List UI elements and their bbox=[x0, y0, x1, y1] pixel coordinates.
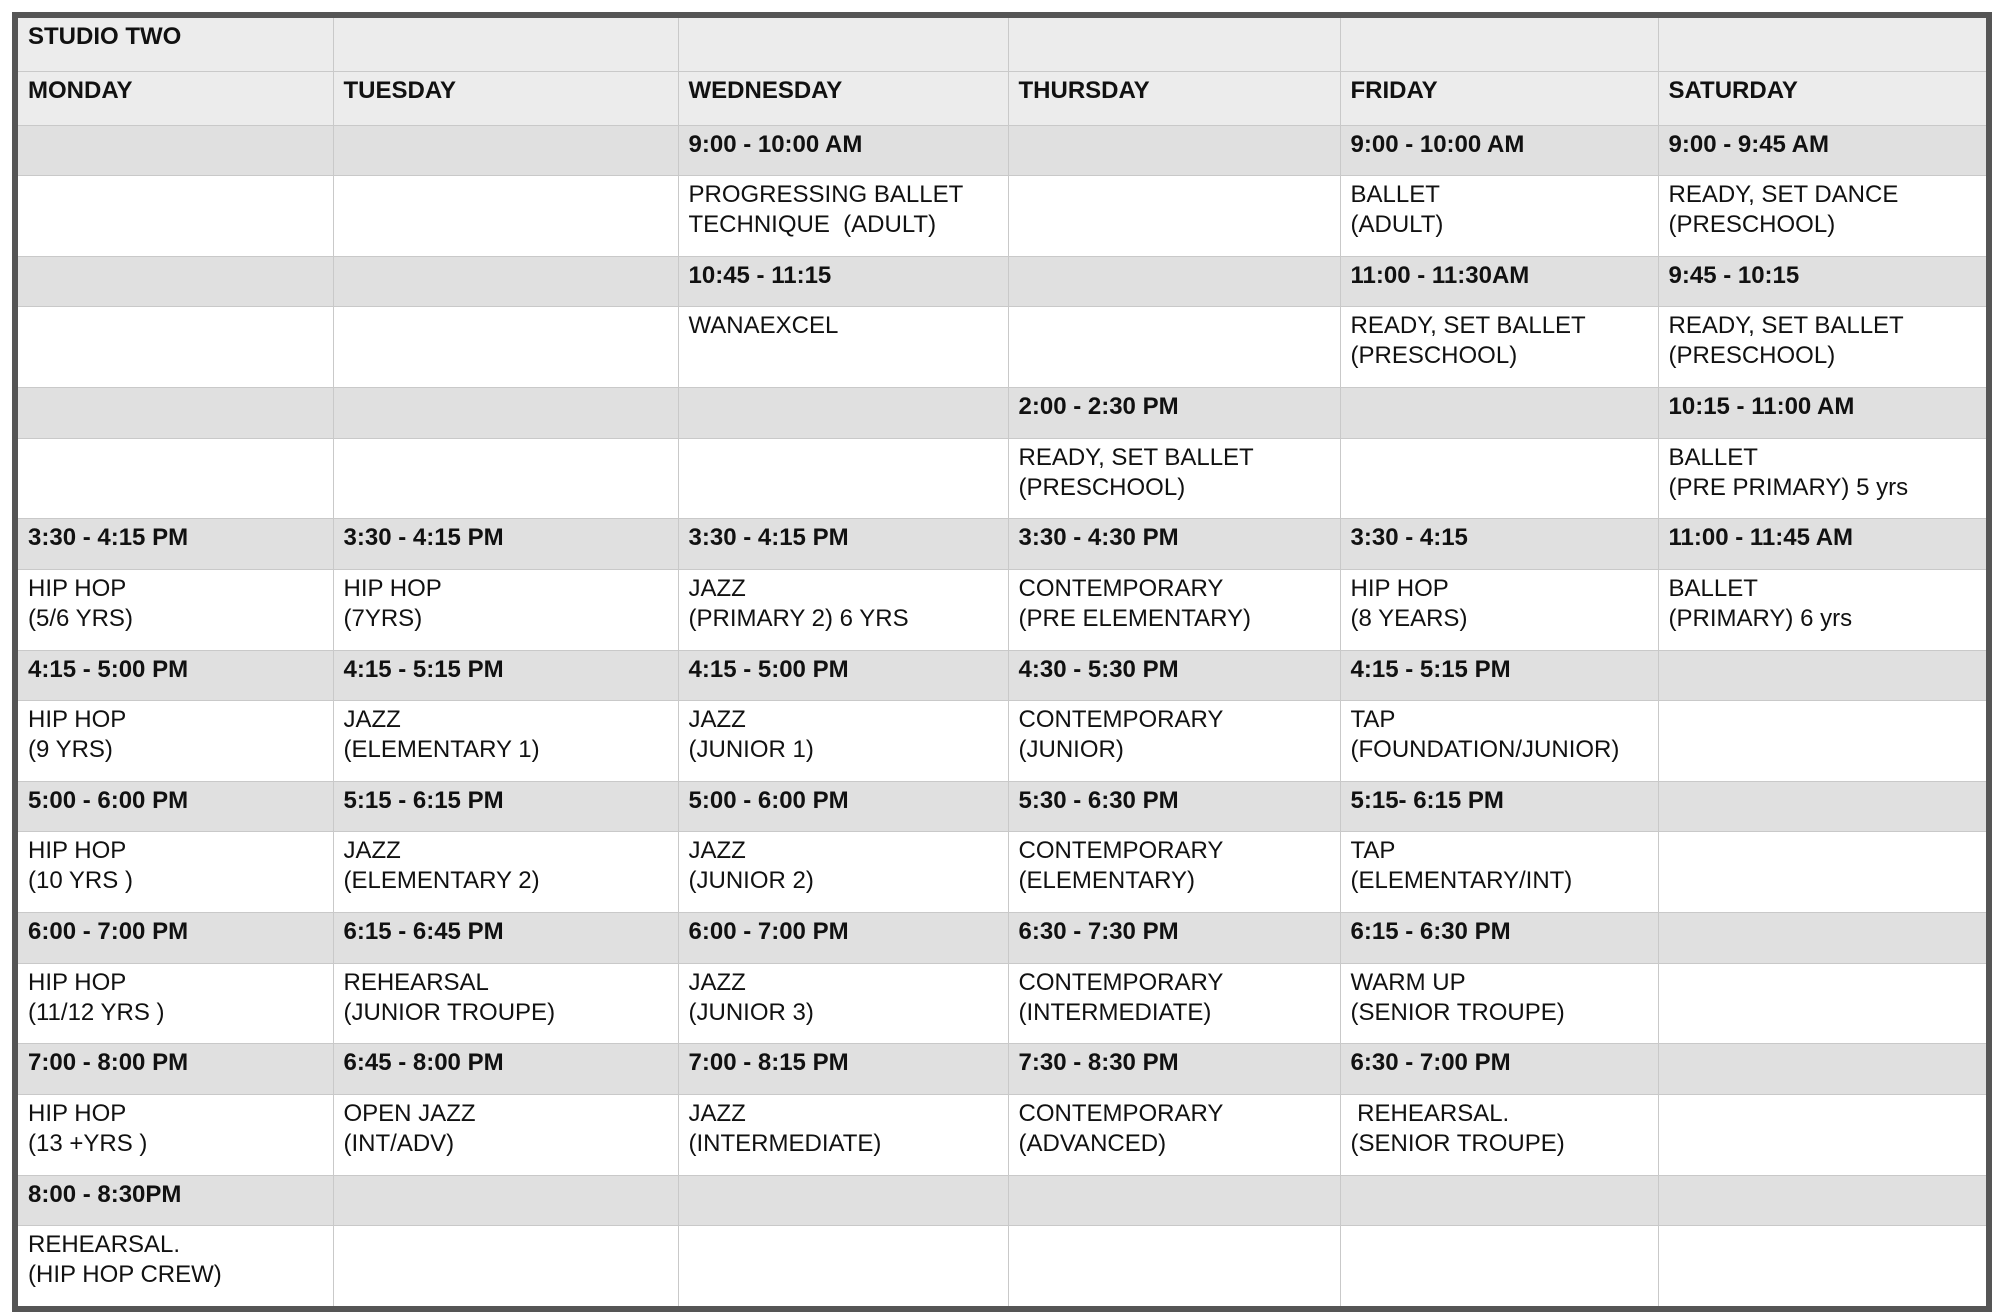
class-cell-wednesday bbox=[678, 438, 1008, 519]
time-slot-friday bbox=[1340, 388, 1658, 439]
class-cell-friday bbox=[1340, 569, 1658, 650]
time-slot-thursday: 3:30 - 4:30 PM bbox=[1008, 519, 1340, 570]
time-slot-tuesday bbox=[333, 1175, 678, 1226]
class-cell-thursday bbox=[1008, 832, 1340, 913]
class-level: (PRE ELEMENTARY) bbox=[1018, 604, 1251, 632]
class-cell-wednesday bbox=[678, 176, 1008, 257]
time-slot-tuesday: 6:45 - 8:00 PM bbox=[333, 1044, 678, 1095]
class-name: REHEARSAL bbox=[343, 968, 489, 996]
class-name: WARM UP bbox=[1350, 968, 1466, 996]
class-cell-monday bbox=[15, 176, 333, 257]
time-slot-monday: 4:15 - 5:00 PM bbox=[15, 650, 333, 701]
class-cell-saturday bbox=[1658, 832, 1989, 913]
class-name: REHEARSAL. bbox=[28, 1231, 181, 1259]
class-cell-wednesday bbox=[678, 963, 1008, 1044]
class-cell-wednesday bbox=[678, 307, 1008, 388]
time-slot-wednesday: 9:00 - 10:00 AM bbox=[678, 125, 1008, 176]
time-slot-tuesday bbox=[333, 256, 678, 307]
class-name: OPEN JAZZ bbox=[343, 1099, 476, 1127]
class-cell-friday bbox=[1340, 1094, 1658, 1175]
time-slot-monday bbox=[15, 125, 333, 176]
time-row bbox=[15, 519, 1989, 570]
class-level: (INTERMEDIATE) bbox=[1018, 998, 1212, 1026]
class-cell-thursday bbox=[1008, 569, 1340, 650]
time-slot-monday: 8:00 - 8:30PM bbox=[15, 1175, 333, 1226]
time-slot-thursday bbox=[1008, 125, 1340, 176]
class-cell-saturday bbox=[1658, 1094, 1989, 1175]
class-level: (9 YRS) bbox=[28, 736, 113, 764]
class-name: JAZZ bbox=[688, 706, 746, 734]
class-row bbox=[15, 832, 1989, 913]
class-level: (JUNIOR TROUPE) bbox=[343, 998, 556, 1026]
time-row bbox=[15, 781, 1989, 832]
time-row bbox=[15, 913, 1989, 964]
class-cell-wednesday bbox=[678, 1226, 1008, 1309]
empty-cell bbox=[1340, 15, 1658, 71]
time-slot-monday bbox=[15, 256, 333, 307]
studio-two-schedule-table bbox=[12, 12, 1992, 1312]
class-level: TECHNIQUE (ADULT) bbox=[688, 211, 937, 239]
day-header-tuesday: TUESDAY bbox=[333, 71, 678, 125]
class-cell-thursday bbox=[1008, 1094, 1340, 1175]
class-level: (PRIMARY) 6 yrs bbox=[1668, 604, 1853, 632]
class-cell-monday bbox=[15, 701, 333, 782]
class-level: (ELEMENTARY/INT) bbox=[1350, 867, 1573, 895]
class-name: BALLET bbox=[1350, 181, 1440, 209]
class-level: (PRIMARY 2) 6 YRS bbox=[688, 604, 909, 632]
class-level: (JUNIOR 3) bbox=[688, 998, 814, 1026]
class-cell-thursday bbox=[1008, 176, 1340, 257]
class-cell-thursday bbox=[1008, 307, 1340, 388]
studio-title: STUDIO TWO bbox=[15, 15, 333, 71]
class-cell-tuesday bbox=[333, 1094, 678, 1175]
class-cell-monday bbox=[15, 438, 333, 519]
class-cell-thursday bbox=[1008, 701, 1340, 782]
class-name: CONTEMPORARY bbox=[1018, 1099, 1224, 1127]
time-row bbox=[15, 388, 1989, 439]
class-name: WANAEXCEL bbox=[688, 312, 839, 340]
class-level: (PRESCHOOL) bbox=[1668, 211, 1836, 239]
class-level: (11/12 YRS ) bbox=[28, 998, 165, 1026]
class-cell-saturday bbox=[1658, 1226, 1989, 1309]
studio-title-row bbox=[15, 15, 1989, 71]
class-name: HIP HOP bbox=[1350, 574, 1449, 602]
class-level: (5/6 YRS) bbox=[28, 604, 133, 632]
day-header-saturday: SATURDAY bbox=[1658, 71, 1989, 125]
day-header-monday: MONDAY bbox=[15, 71, 333, 125]
time-slot-monday: 6:00 - 7:00 PM bbox=[15, 913, 333, 964]
class-name: TAP bbox=[1350, 706, 1396, 734]
class-name: HIP HOP bbox=[28, 1099, 127, 1127]
time-slot-saturday bbox=[1658, 1044, 1989, 1095]
time-slot-wednesday: 4:15 - 5:00 PM bbox=[678, 650, 1008, 701]
class-cell-saturday bbox=[1658, 438, 1989, 519]
time-slot-friday bbox=[1340, 1175, 1658, 1226]
time-slot-monday bbox=[15, 388, 333, 439]
class-level: (PRESCHOOL) bbox=[1668, 342, 1836, 370]
time-slot-wednesday: 6:00 - 7:00 PM bbox=[678, 913, 1008, 964]
class-name: READY, SET BALLET bbox=[1350, 312, 1586, 340]
time-slot-tuesday: 4:15 - 5:15 PM bbox=[333, 650, 678, 701]
class-cell-wednesday bbox=[678, 701, 1008, 782]
class-name: REHEARSAL. bbox=[1350, 1099, 1510, 1127]
class-cell-friday bbox=[1340, 1226, 1658, 1309]
time-slot-thursday bbox=[1008, 256, 1340, 307]
class-cell-thursday bbox=[1008, 963, 1340, 1044]
class-name: READY, SET BALLET bbox=[1018, 443, 1254, 471]
time-slot-wednesday bbox=[678, 388, 1008, 439]
class-cell-tuesday bbox=[333, 569, 678, 650]
class-row bbox=[15, 438, 1989, 519]
class-cell-tuesday bbox=[333, 438, 678, 519]
class-level: (JUNIOR 1) bbox=[688, 736, 814, 764]
time-slot-friday: 3:30 - 4:15 bbox=[1340, 519, 1658, 570]
class-level: (PRESCHOOL) bbox=[1350, 342, 1518, 370]
class-cell-wednesday bbox=[678, 832, 1008, 913]
class-level: (INTERMEDIATE) bbox=[688, 1129, 882, 1157]
class-cell-saturday bbox=[1658, 176, 1989, 257]
class-name: CONTEMPORARY bbox=[1018, 574, 1224, 602]
time-slot-saturday bbox=[1658, 650, 1989, 701]
class-name: BALLET bbox=[1668, 574, 1758, 602]
class-name: JAZZ bbox=[688, 837, 746, 865]
class-level: (PRESCHOOL) bbox=[1018, 473, 1186, 501]
time-slot-thursday: 6:30 - 7:30 PM bbox=[1008, 913, 1340, 964]
class-cell-friday bbox=[1340, 832, 1658, 913]
time-row bbox=[15, 125, 1989, 176]
class-level: (SENIOR TROUPE) bbox=[1350, 998, 1565, 1026]
time-slot-monday: 5:00 - 6:00 PM bbox=[15, 781, 333, 832]
time-slot-tuesday: 6:15 - 6:45 PM bbox=[333, 913, 678, 964]
class-row bbox=[15, 307, 1989, 388]
class-row bbox=[15, 1226, 1989, 1309]
class-name: HIP HOP bbox=[343, 574, 442, 602]
time-slot-friday: 9:00 - 10:00 AM bbox=[1340, 125, 1658, 176]
class-name: READY, SET BALLET bbox=[1668, 312, 1904, 340]
time-slot-saturday bbox=[1658, 781, 1989, 832]
class-level: (PRE PRIMARY) 5 yrs bbox=[1668, 473, 1909, 501]
class-cell-thursday bbox=[1008, 438, 1340, 519]
time-slot-wednesday: 7:00 - 8:15 PM bbox=[678, 1044, 1008, 1095]
class-name: JAZZ bbox=[343, 837, 401, 865]
time-row bbox=[15, 1044, 1989, 1095]
class-level: (ADULT) bbox=[1350, 211, 1444, 239]
day-header-row bbox=[15, 71, 1989, 125]
class-level: (ELEMENTARY 1) bbox=[343, 736, 540, 764]
class-name: HIP HOP bbox=[28, 706, 127, 734]
day-header-wednesday: WEDNESDAY bbox=[678, 71, 1008, 125]
class-name: JAZZ bbox=[688, 968, 746, 996]
class-name: CONTEMPORARY bbox=[1018, 706, 1224, 734]
class-level: (HIP HOP CREW) bbox=[28, 1261, 222, 1289]
class-cell-monday bbox=[15, 307, 333, 388]
class-name: READY, SET DANCE bbox=[1668, 181, 1899, 209]
time-slot-wednesday bbox=[678, 1175, 1008, 1226]
time-slot-saturday: 9:45 - 10:15 bbox=[1658, 256, 1989, 307]
class-cell-friday bbox=[1340, 438, 1658, 519]
time-slot-tuesday: 5:15 - 6:15 PM bbox=[333, 781, 678, 832]
time-row bbox=[15, 650, 1989, 701]
time-slot-friday: 6:30 - 7:00 PM bbox=[1340, 1044, 1658, 1095]
class-cell-tuesday bbox=[333, 176, 678, 257]
time-row bbox=[15, 1175, 1989, 1226]
time-slot-tuesday bbox=[333, 125, 678, 176]
class-name: HIP HOP bbox=[28, 574, 127, 602]
class-cell-wednesday bbox=[678, 569, 1008, 650]
empty-cell bbox=[1658, 15, 1989, 71]
time-slot-thursday: 7:30 - 8:30 PM bbox=[1008, 1044, 1340, 1095]
class-cell-monday bbox=[15, 569, 333, 650]
time-slot-friday: 5:15- 6:15 PM bbox=[1340, 781, 1658, 832]
class-level: (ADVANCED) bbox=[1018, 1129, 1167, 1157]
time-slot-tuesday bbox=[333, 388, 678, 439]
class-cell-tuesday bbox=[333, 1226, 678, 1309]
time-slot-thursday: 4:30 - 5:30 PM bbox=[1008, 650, 1340, 701]
day-header-thursday: THURSDAY bbox=[1008, 71, 1340, 125]
class-name: JAZZ bbox=[688, 574, 746, 602]
class-cell-saturday bbox=[1658, 963, 1989, 1044]
time-slot-thursday: 2:00 - 2:30 PM bbox=[1008, 388, 1340, 439]
day-header-friday: FRIDAY bbox=[1340, 71, 1658, 125]
class-level: (ELEMENTARY) bbox=[1018, 867, 1195, 895]
class-level: (SENIOR TROUPE) bbox=[1350, 1129, 1565, 1157]
class-cell-monday bbox=[15, 1094, 333, 1175]
time-slot-monday: 3:30 - 4:15 PM bbox=[15, 519, 333, 570]
class-row bbox=[15, 701, 1989, 782]
class-name: CONTEMPORARY bbox=[1018, 968, 1224, 996]
class-row bbox=[15, 963, 1989, 1044]
class-level: (INT/ADV) bbox=[343, 1129, 455, 1157]
class-level: (ELEMENTARY 2) bbox=[343, 867, 540, 895]
class-level: (JUNIOR) bbox=[1018, 736, 1124, 764]
class-cell-friday bbox=[1340, 963, 1658, 1044]
class-cell-friday bbox=[1340, 701, 1658, 782]
class-name: CONTEMPORARY bbox=[1018, 837, 1224, 865]
class-row bbox=[15, 176, 1989, 257]
class-row bbox=[15, 569, 1989, 650]
time-slot-friday: 6:15 - 6:30 PM bbox=[1340, 913, 1658, 964]
class-level: (13 +YRS ) bbox=[28, 1129, 148, 1157]
class-name: TAP bbox=[1350, 837, 1396, 865]
class-cell-friday bbox=[1340, 176, 1658, 257]
time-slot-monday: 7:00 - 8:00 PM bbox=[15, 1044, 333, 1095]
time-slot-thursday bbox=[1008, 1175, 1340, 1226]
class-name: BALLET bbox=[1668, 443, 1758, 471]
time-slot-saturday: 11:00 - 11:45 AM bbox=[1658, 519, 1989, 570]
class-level: (7YRS) bbox=[343, 604, 423, 632]
time-slot-wednesday: 10:45 - 11:15 bbox=[678, 256, 1008, 307]
empty-cell bbox=[1008, 15, 1340, 71]
class-level: (8 YEARS) bbox=[1350, 604, 1468, 632]
class-cell-tuesday bbox=[333, 307, 678, 388]
class-name: HIP HOP bbox=[28, 968, 127, 996]
class-cell-tuesday bbox=[333, 832, 678, 913]
class-cell-monday bbox=[15, 963, 333, 1044]
time-slot-wednesday: 3:30 - 4:15 PM bbox=[678, 519, 1008, 570]
class-cell-saturday bbox=[1658, 307, 1989, 388]
class-cell-monday bbox=[15, 1226, 333, 1309]
empty-cell bbox=[333, 15, 678, 71]
class-cell-wednesday bbox=[678, 1094, 1008, 1175]
time-slot-friday: 4:15 - 5:15 PM bbox=[1340, 650, 1658, 701]
class-cell-tuesday bbox=[333, 701, 678, 782]
class-name: PROGRESSING BALLET bbox=[688, 181, 964, 209]
class-level: (10 YRS ) bbox=[28, 867, 133, 895]
class-cell-tuesday bbox=[333, 963, 678, 1044]
time-slot-thursday: 5:30 - 6:30 PM bbox=[1008, 781, 1340, 832]
time-slot-saturday bbox=[1658, 1175, 1989, 1226]
class-name: HIP HOP bbox=[28, 837, 127, 865]
time-slot-saturday bbox=[1658, 913, 1989, 964]
class-row bbox=[15, 1094, 1989, 1175]
class-cell-thursday bbox=[1008, 1226, 1340, 1309]
class-cell-saturday bbox=[1658, 569, 1989, 650]
class-cell-saturday bbox=[1658, 701, 1989, 782]
time-slot-saturday: 10:15 - 11:00 AM bbox=[1658, 388, 1989, 439]
time-row bbox=[15, 256, 1989, 307]
class-name: JAZZ bbox=[343, 706, 401, 734]
time-slot-tuesday: 3:30 - 4:15 PM bbox=[333, 519, 678, 570]
time-slot-saturday: 9:00 - 9:45 AM bbox=[1658, 125, 1989, 176]
time-slot-friday: 11:00 - 11:30AM bbox=[1340, 256, 1658, 307]
class-name: JAZZ bbox=[688, 1099, 746, 1127]
time-slot-wednesday: 5:00 - 6:00 PM bbox=[678, 781, 1008, 832]
schedule-body bbox=[15, 15, 1989, 1309]
empty-cell bbox=[678, 15, 1008, 71]
class-cell-monday bbox=[15, 832, 333, 913]
class-cell-friday bbox=[1340, 307, 1658, 388]
class-level: (JUNIOR 2) bbox=[688, 867, 814, 895]
class-level: (FOUNDATION/JUNIOR) bbox=[1350, 736, 1620, 764]
